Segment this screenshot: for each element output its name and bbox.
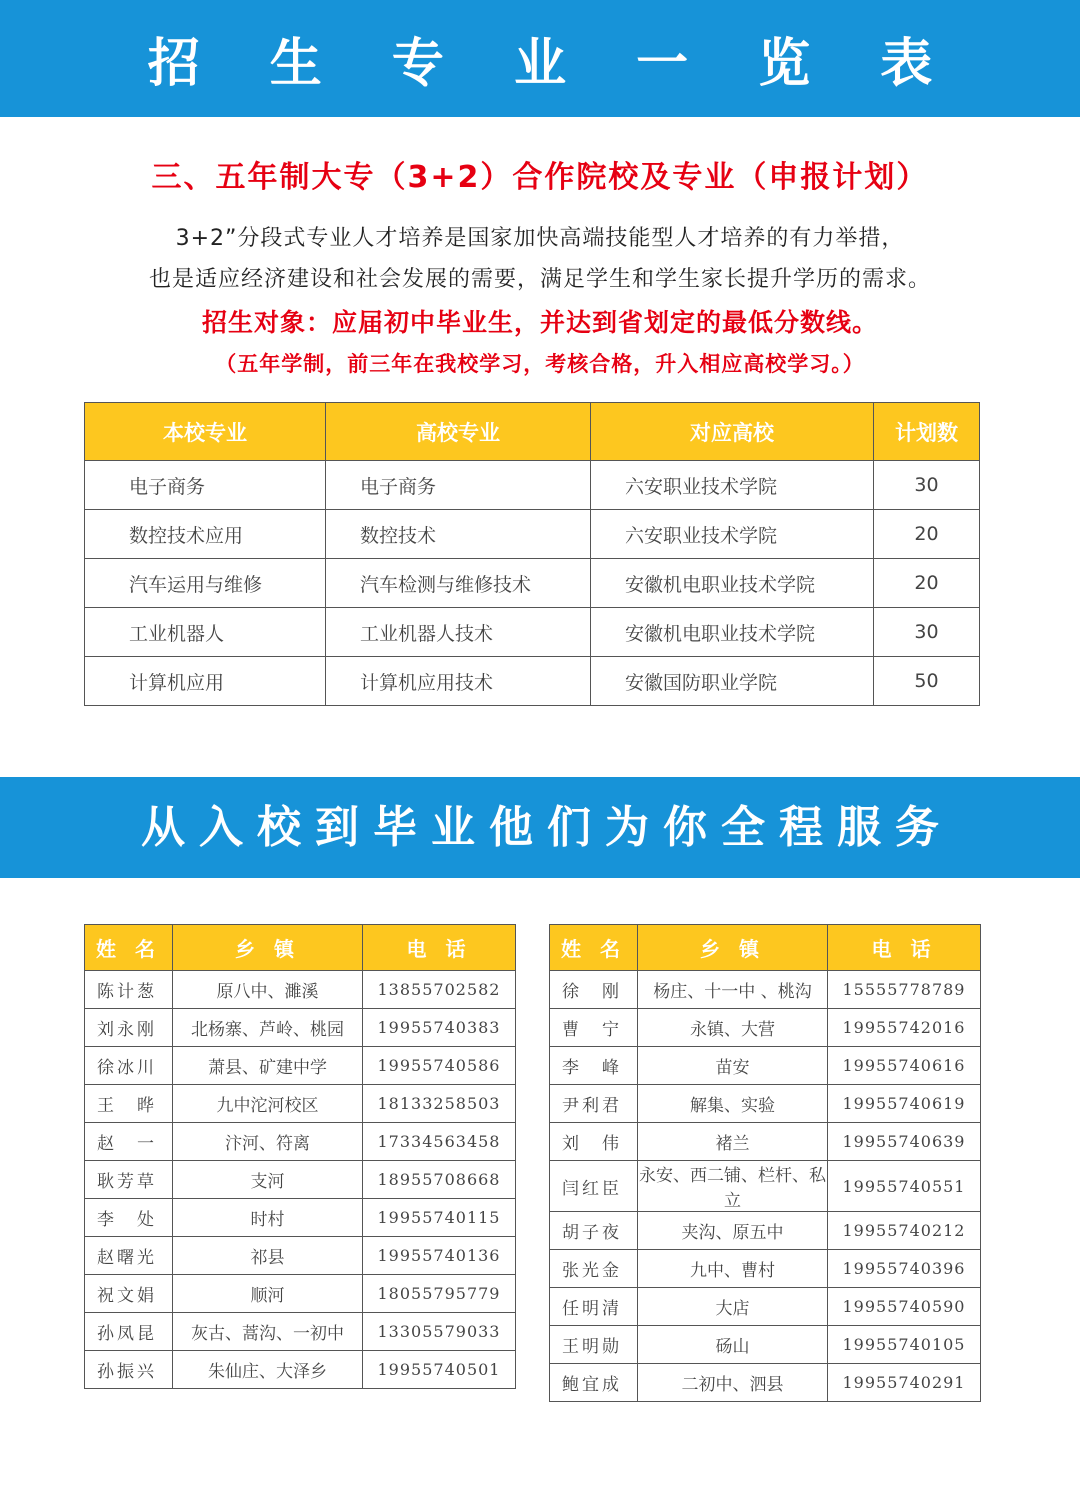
contact-town: 汴河、符离 <box>173 1123 363 1161</box>
contact-town: 时村 <box>173 1199 363 1237</box>
contact-name: 胡子夜 <box>550 1212 638 1250</box>
contact-table-left <box>84 924 516 1389</box>
table-row <box>85 608 980 657</box>
contact-town: 朱仙庄、大泽乡 <box>173 1351 363 1389</box>
college-name: 安徽机电职业技术学院 <box>591 608 874 657</box>
table-row <box>550 1085 981 1123</box>
table-row <box>85 510 980 559</box>
major-table <box>84 402 980 706</box>
contact-town: 萧县、矿建中学 <box>173 1047 363 1085</box>
contact-phone: 13855702582 <box>363 971 516 1009</box>
contact-town: 北杨寨、芦岭、桃园 <box>173 1009 363 1047</box>
contact-town: 灰古、蒿沟、一初中 <box>173 1313 363 1351</box>
table-row <box>85 1351 516 1389</box>
contact-phone: 19955742016 <box>828 1009 981 1047</box>
contact-town: 夹沟、原五中 <box>638 1212 828 1250</box>
contact-name: 曹 宁 <box>550 1009 638 1047</box>
header-phone: 电 话 <box>363 925 516 971</box>
contact-name: 徐冰川 <box>85 1047 173 1085</box>
table-row <box>550 1047 981 1085</box>
contact-name: 尹利君 <box>550 1085 638 1123</box>
plan-count: 30 <box>874 608 980 657</box>
table-row <box>85 1047 516 1085</box>
contact-phone: 19955740619 <box>828 1085 981 1123</box>
contact-phone: 19955740396 <box>828 1250 981 1288</box>
contact-name: 陈计葱 <box>85 971 173 1009</box>
contact-name: 刘 伟 <box>550 1123 638 1161</box>
contact-phone: 19955740115 <box>363 1199 516 1237</box>
contact-phone: 15555778789 <box>828 971 981 1009</box>
header-plan: 计划数 <box>874 403 980 461</box>
header-phone: 电 话 <box>828 925 981 971</box>
table-row <box>85 1085 516 1123</box>
local-major: 计算机应用 <box>85 657 326 706</box>
contact-town: 九中沱河校区 <box>173 1085 363 1123</box>
plan-count: 50 <box>874 657 980 706</box>
section-title: 三、五年制大专（3+2）合作院校及专业（申报计划） <box>151 160 929 195</box>
local-major: 工业机器人 <box>85 608 326 657</box>
contact-name: 李 峰 <box>550 1047 638 1085</box>
college-major: 数控技术 <box>326 510 591 559</box>
program-note: （五年学制，前三年在我校学习，考核合格，升入相应高校学习。） <box>215 352 865 376</box>
header-name: 姓 名 <box>85 925 173 971</box>
contact-name: 徐 刚 <box>550 971 638 1009</box>
table-row <box>550 1009 981 1047</box>
enrollment-target: 招生对象：应届初中毕业生，并达到省划定的最低分数线。 <box>201 308 878 337</box>
college-name: 安徽机电职业技术学院 <box>591 559 874 608</box>
header-town: 乡 镇 <box>638 925 828 971</box>
contact-town: 苗安 <box>638 1047 828 1085</box>
table-row <box>550 971 981 1009</box>
table-row <box>550 1123 981 1161</box>
contact-phone: 19955740501 <box>363 1351 516 1389</box>
table-row <box>85 1313 516 1351</box>
contact-name: 王 晔 <box>85 1085 173 1123</box>
college-name: 安徽国防职业学院 <box>591 657 874 706</box>
table-row <box>550 1250 981 1288</box>
contact-name: 耿芳草 <box>85 1161 173 1199</box>
contact-town: 祁县 <box>173 1237 363 1275</box>
table-row <box>550 1161 981 1212</box>
table-row <box>85 1199 516 1237</box>
contact-name: 刘永刚 <box>85 1009 173 1047</box>
college-major: 汽车检测与维修技术 <box>326 559 591 608</box>
header-college: 对应高校 <box>591 403 874 461</box>
table-row <box>85 461 980 510</box>
contact-phone: 19955740136 <box>363 1237 516 1275</box>
contact-town: 顺河 <box>173 1275 363 1313</box>
contact-phone: 19955740616 <box>828 1047 981 1085</box>
top-banner-title: 招 生 专 业 一 览 表 <box>0 0 1080 117</box>
contact-name: 赵曙光 <box>85 1237 173 1275</box>
plan-count: 20 <box>874 559 980 608</box>
table-row <box>85 1009 516 1047</box>
contact-table-right <box>549 924 981 1402</box>
contact-name: 祝文娟 <box>85 1275 173 1313</box>
contact-name: 孙凤昆 <box>85 1313 173 1351</box>
contact-town: 永安、西二铺、栏杆、私立 <box>638 1161 828 1212</box>
plan-count: 30 <box>874 461 980 510</box>
college-major: 电子商务 <box>326 461 591 510</box>
major-table-header <box>85 403 980 461</box>
contact-phone: 18133258503 <box>363 1085 516 1123</box>
college-name: 六安职业技术学院 <box>591 461 874 510</box>
college-name: 六安职业技术学院 <box>591 510 874 559</box>
contact-phone: 17334563458 <box>363 1123 516 1161</box>
contact-table-header <box>85 925 516 971</box>
header-name: 姓 名 <box>550 925 638 971</box>
contact-name: 任明清 <box>550 1288 638 1326</box>
contact-town: 解集、实验 <box>638 1085 828 1123</box>
local-major: 数控技术应用 <box>85 510 326 559</box>
contact-name: 王明勋 <box>550 1326 638 1364</box>
table-row <box>85 971 516 1009</box>
table-row <box>85 559 980 608</box>
table-row <box>550 1364 981 1402</box>
contact-town: 褚兰 <box>638 1123 828 1161</box>
intro-line-2: 也是适应经济建设和社会发展的需要，满足学生和学生家长提升学历的需求。 <box>148 267 931 292</box>
contact-phone: 19955740291 <box>828 1364 981 1402</box>
contact-town: 杨庄、十一中 、桃沟 <box>638 971 828 1009</box>
header-local-major: 本校专业 <box>85 403 326 461</box>
table-row <box>85 1161 516 1199</box>
contact-name: 孙振兴 <box>85 1351 173 1389</box>
college-major: 工业机器人技术 <box>326 608 591 657</box>
table-row <box>550 1326 981 1364</box>
table-row <box>550 1288 981 1326</box>
contact-table-header <box>550 925 981 971</box>
contact-town: 九中、曹村 <box>638 1250 828 1288</box>
contact-phone: 19955740212 <box>828 1212 981 1250</box>
table-row <box>550 1212 981 1250</box>
table-row <box>85 1237 516 1275</box>
college-major: 计算机应用技术 <box>326 657 591 706</box>
contact-name: 闫红臣 <box>550 1161 638 1212</box>
contact-phone: 13305579033 <box>363 1313 516 1351</box>
contact-name: 李 处 <box>85 1199 173 1237</box>
contact-phone: 18955708668 <box>363 1161 516 1199</box>
intro-line-1: 3+2”分段式专业人才培养是国家加快高端技能型人才培养的有力举措， <box>175 226 905 251</box>
contact-phone: 19955740105 <box>828 1326 981 1364</box>
contact-name: 鲍宜成 <box>550 1364 638 1402</box>
contact-phone: 19955740639 <box>828 1123 981 1161</box>
table-row <box>85 1123 516 1161</box>
contact-phone: 19955740586 <box>363 1047 516 1085</box>
contact-phone: 18055795779 <box>363 1275 516 1313</box>
local-major: 汽车运用与维修 <box>85 559 326 608</box>
contact-town: 大店 <box>638 1288 828 1326</box>
contact-town: 原八中、濉溪 <box>173 971 363 1009</box>
contact-name: 张光金 <box>550 1250 638 1288</box>
header-college-major: 高校专业 <box>326 403 591 461</box>
contact-town: 砀山 <box>638 1326 828 1364</box>
header-town: 乡 镇 <box>173 925 363 971</box>
table-row <box>85 1275 516 1313</box>
contact-town: 支河 <box>173 1161 363 1199</box>
contact-phone: 19955740551 <box>828 1161 981 1212</box>
contact-town: 二初中、泗县 <box>638 1364 828 1402</box>
contact-town: 永镇、大营 <box>638 1009 828 1047</box>
service-banner-title: 从入校到毕业他们为你全程服务 <box>0 777 1080 878</box>
contact-phone: 19955740590 <box>828 1288 981 1326</box>
plan-count: 20 <box>874 510 980 559</box>
contact-phone: 19955740383 <box>363 1009 516 1047</box>
table-row <box>85 657 980 706</box>
contact-name: 赵 一 <box>85 1123 173 1161</box>
local-major: 电子商务 <box>85 461 326 510</box>
